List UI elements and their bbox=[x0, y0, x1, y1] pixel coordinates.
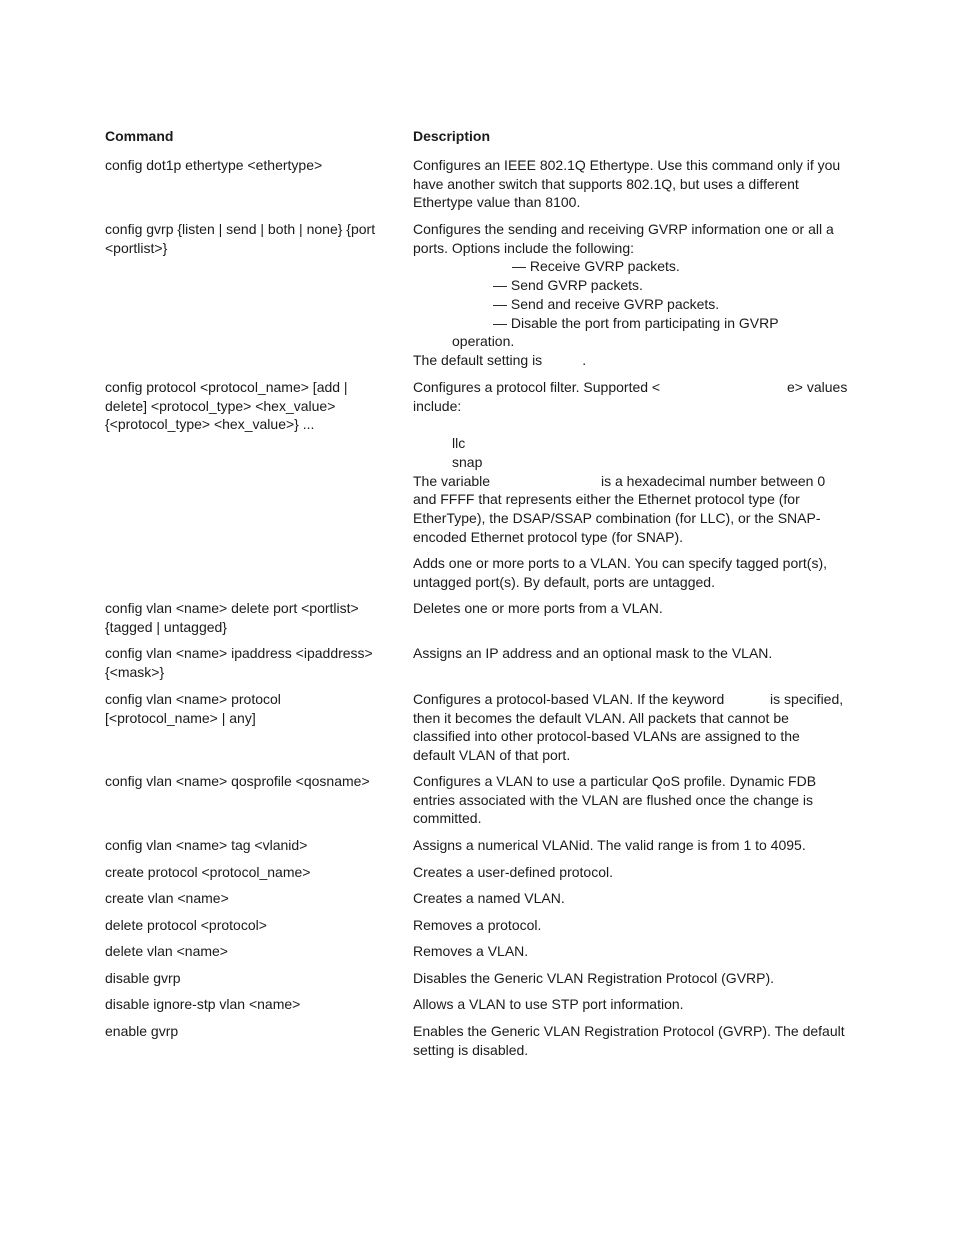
value-snap: snap bbox=[452, 453, 483, 470]
description-text: Enables the Generic VLAN Registration Protocol (GVRP). The default bbox=[413, 1023, 845, 1039]
option-send: — Send GVRP packets. bbox=[493, 277, 643, 294]
command-text: config dot1p ethertype <ethertype> bbox=[105, 157, 323, 173]
command-text: delete vlan <name> bbox=[105, 943, 228, 959]
value-llc: llc bbox=[452, 435, 466, 452]
description-cell bbox=[413, 1022, 853, 1059]
description-text: Disables the Generic VLAN Registration Protocol (GVRP). bbox=[413, 970, 775, 986]
description-text: untagged port(s). By default, ports are untagged. bbox=[413, 574, 715, 591]
keyword-specified-text: is specified, bbox=[770, 691, 844, 707]
command-text: config vlan <name> protocol bbox=[105, 691, 281, 707]
description-text: committed. bbox=[413, 810, 482, 827]
option-none: — Disable the port from participating in GVRP bbox=[493, 314, 779, 331]
description-text: Creates a named VLAN. bbox=[413, 890, 565, 906]
command-column-header: Command bbox=[105, 128, 174, 144]
command-text: disable ignore-stp vlan <name> bbox=[105, 996, 301, 1012]
description-text: classified into other protocol-based VLANs are assigned to the bbox=[413, 728, 800, 745]
command-cell bbox=[105, 599, 395, 636]
description-cell bbox=[413, 690, 853, 765]
command-cell bbox=[105, 772, 395, 791]
command-text: {<protocol_type> <hex_value>} ... bbox=[105, 416, 315, 433]
description-text: Configures the sending and receiving GVRP information one or all a bbox=[413, 221, 834, 237]
description-text: Deletes one or more ports from a VLAN. bbox=[413, 600, 663, 616]
description-text: and FFFF that represents either the Ethernet protocol type (for bbox=[413, 491, 800, 508]
command-cell bbox=[105, 644, 395, 681]
option-listen: — Receive GVRP packets. bbox=[512, 258, 680, 275]
variable-description: is a hexadecimal number between 0 bbox=[601, 472, 826, 489]
command-text: config vlan <name> delete port <portlist> bbox=[105, 600, 359, 616]
description-text bbox=[413, 472, 853, 491]
default-setting-text: The default setting is bbox=[413, 351, 543, 368]
description-text: Assigns an IP address and an optional mask to the VLAN. bbox=[413, 645, 773, 661]
description-text: Adds one or more ports to a VLAN. You can specify tagged port(s), bbox=[413, 555, 828, 572]
description-cell bbox=[413, 644, 853, 663]
command-cell bbox=[105, 1022, 395, 1041]
description-text: Removes a protocol. bbox=[413, 917, 542, 933]
option-none-continued: operation. bbox=[452, 333, 515, 350]
description-text: ports. Options include the following: bbox=[413, 239, 635, 256]
description-text: Configures a VLAN to use a particular QoS profile. Dynamic FDB bbox=[413, 773, 817, 789]
description-text: encoded Ethernet protocol type (for SNAP). bbox=[413, 528, 684, 545]
description-text: Allows a VLAN to use STP port information. bbox=[413, 996, 684, 1012]
command-text: delete protocol <protocol> bbox=[105, 917, 267, 933]
description-text: then it becomes the default VLAN. All packets that cannot be bbox=[413, 709, 789, 726]
command-text: disable gvrp bbox=[105, 970, 181, 986]
command-text: {tagged | untagged} bbox=[105, 618, 227, 635]
description-text: Creates a user-defined protocol. bbox=[413, 864, 613, 880]
description-text bbox=[413, 690, 853, 709]
description-cell bbox=[413, 599, 853, 618]
command-text: config vlan <name> ipaddress <ipaddress> bbox=[105, 645, 373, 661]
protocol-filter-text: Configures a protocol filter. Supported < bbox=[413, 379, 661, 395]
description-column-header: Description bbox=[413, 128, 491, 144]
description-text: Configures an IEEE 802.1Q Ethertype. Use this command only if you bbox=[413, 157, 841, 173]
default-setting-line bbox=[413, 351, 853, 370]
protocol-filter-values-text: e> values bbox=[787, 379, 848, 395]
command-text: {<mask>} bbox=[105, 663, 165, 680]
blank-line bbox=[413, 415, 853, 434]
command-text: [<protocol_name> | any] bbox=[105, 709, 256, 726]
command-text: config vlan <name> tag <vlanid> bbox=[105, 837, 308, 853]
description-text: Assigns a numerical VLANid. The valid range is from 1 to 4095. bbox=[413, 837, 806, 853]
description-text: default VLAN of that port. bbox=[413, 747, 571, 764]
description-text: EtherType), the DSAP/SSAP combination (for LLC), or the SNAP- bbox=[413, 509, 821, 526]
command-text: create protocol <protocol_name> bbox=[105, 864, 311, 880]
description-cell bbox=[413, 220, 853, 370]
description-cell bbox=[413, 156, 853, 212]
command-cell bbox=[105, 690, 395, 727]
description-text: setting is disabled. bbox=[413, 1041, 529, 1058]
command-text: delete] <protocol_type> <hex_value> bbox=[105, 397, 336, 414]
description-text: Ethertype value than 8100. bbox=[413, 194, 581, 211]
description-text bbox=[413, 378, 853, 397]
default-setting-period: . bbox=[582, 351, 587, 368]
command-text: config vlan <name> qosprofile <qosname> bbox=[105, 773, 370, 789]
command-text: config protocol <protocol_name> [add | bbox=[105, 379, 348, 395]
description-text: have another switch that supports 802.1Q, but uses a different bbox=[413, 175, 799, 192]
command-cell bbox=[105, 156, 395, 175]
description-text: entries associated with the VLAN are flushed once the change is bbox=[413, 791, 814, 808]
option-both: — Send and receive GVRP packets. bbox=[493, 295, 720, 312]
protocol-vlan-text: Configures a protocol-based VLAN. If the keyword bbox=[413, 691, 725, 707]
command-text: create vlan <name> bbox=[105, 890, 229, 906]
command-text: <portlist>} bbox=[105, 239, 168, 256]
description-cell bbox=[413, 772, 853, 828]
command-text: enable gvrp bbox=[105, 1023, 179, 1039]
description-cell bbox=[413, 378, 853, 592]
command-text: config gvrp {listen | send | both | none} {port bbox=[105, 221, 376, 237]
variable-text: The variable bbox=[413, 472, 491, 489]
description-text: Removes a VLAN. bbox=[413, 943, 529, 959]
command-cell bbox=[105, 378, 395, 434]
command-cell bbox=[105, 220, 395, 257]
description-text: include: bbox=[413, 397, 462, 414]
